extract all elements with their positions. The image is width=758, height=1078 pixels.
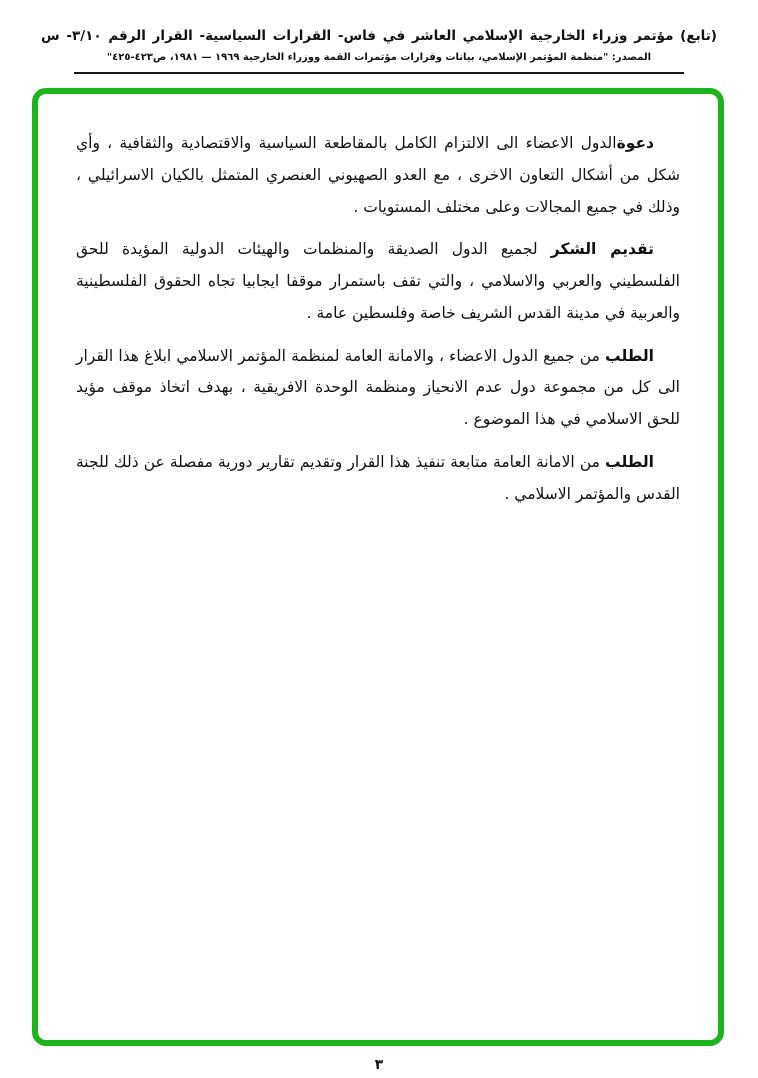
page-footer	[0, 1054, 758, 1073]
paragraph-text: الدول الاعضاء الى الالتزام الكامل بالمقاطعة السياسية والاقتصادية والثقافية ، وأي شكل من أشكال التعاون الاخرى ، مع العدو الصهيوني العنصري المتمثل بالكيان الاسرائيلي ، وذلك في جميع المجالات وعلى مختلف المستويات .	[76, 134, 680, 216]
paragraph	[76, 447, 680, 511]
paragraph-text: من جميع الدول الاعضاء ، والامانة العامة لمنظمة المؤتمر الاسلامي ابلاغ هذا القرار الى كل من مجموعة دول عدم الانحياز ومنظمة الوحدة الافريقية ، بهدف اتخاذ موقف مؤيد للحق الاسلامي في هذا الموضوع .	[76, 346, 680, 429]
header-source: المصدر: "منظمة المؤتمر الإسلامي، بيانات وقرارات مؤتمرات القمة ووزراء الخارجية ١٩٦٩ — ١٩٨١، ص٤٢٣-٤٢٥"	[106, 52, 652, 64]
paragraph-lead: دعوة	[616, 134, 654, 152]
paragraph	[76, 341, 680, 436]
paragraph-lead: الطلب	[605, 346, 654, 365]
page-header	[0, 0, 758, 63]
header-title: (تابع) مؤتمر وزراء الخارجية الإسلامي العاشر في فاس- القرارات السياسية- القرار الرقم ٣/١٠- س	[41, 28, 717, 44]
paragraph	[76, 128, 680, 223]
paragraph-text: لجميع الدول الصديقة والمنظمات والهيئات الدولية المؤيدة للحق الفلسطيني والعربي والاسلامي ، والتي تقف باستمرار موقفا ايجابيا تجاه الحقوق الفلسطينية والعربية في مدينة القدس الشريف خاصة وفلسطين عامة .	[76, 240, 680, 322]
paragraph-text: من الامانة العامة متابعة تنفيذ هذا القرار وتقديم تقارير دورية مفصلة عن ذلك للجنة القدس والمؤتمر الاسلامي .	[76, 452, 680, 503]
header-divider	[74, 72, 684, 74]
document-body	[38, 94, 718, 510]
page-number: ٣	[374, 1057, 384, 1073]
document-frame	[32, 88, 724, 1046]
paragraph-lead: الطلب	[605, 452, 654, 471]
paragraph	[76, 234, 680, 329]
paragraph-lead: تقديم الشكر	[550, 240, 654, 259]
